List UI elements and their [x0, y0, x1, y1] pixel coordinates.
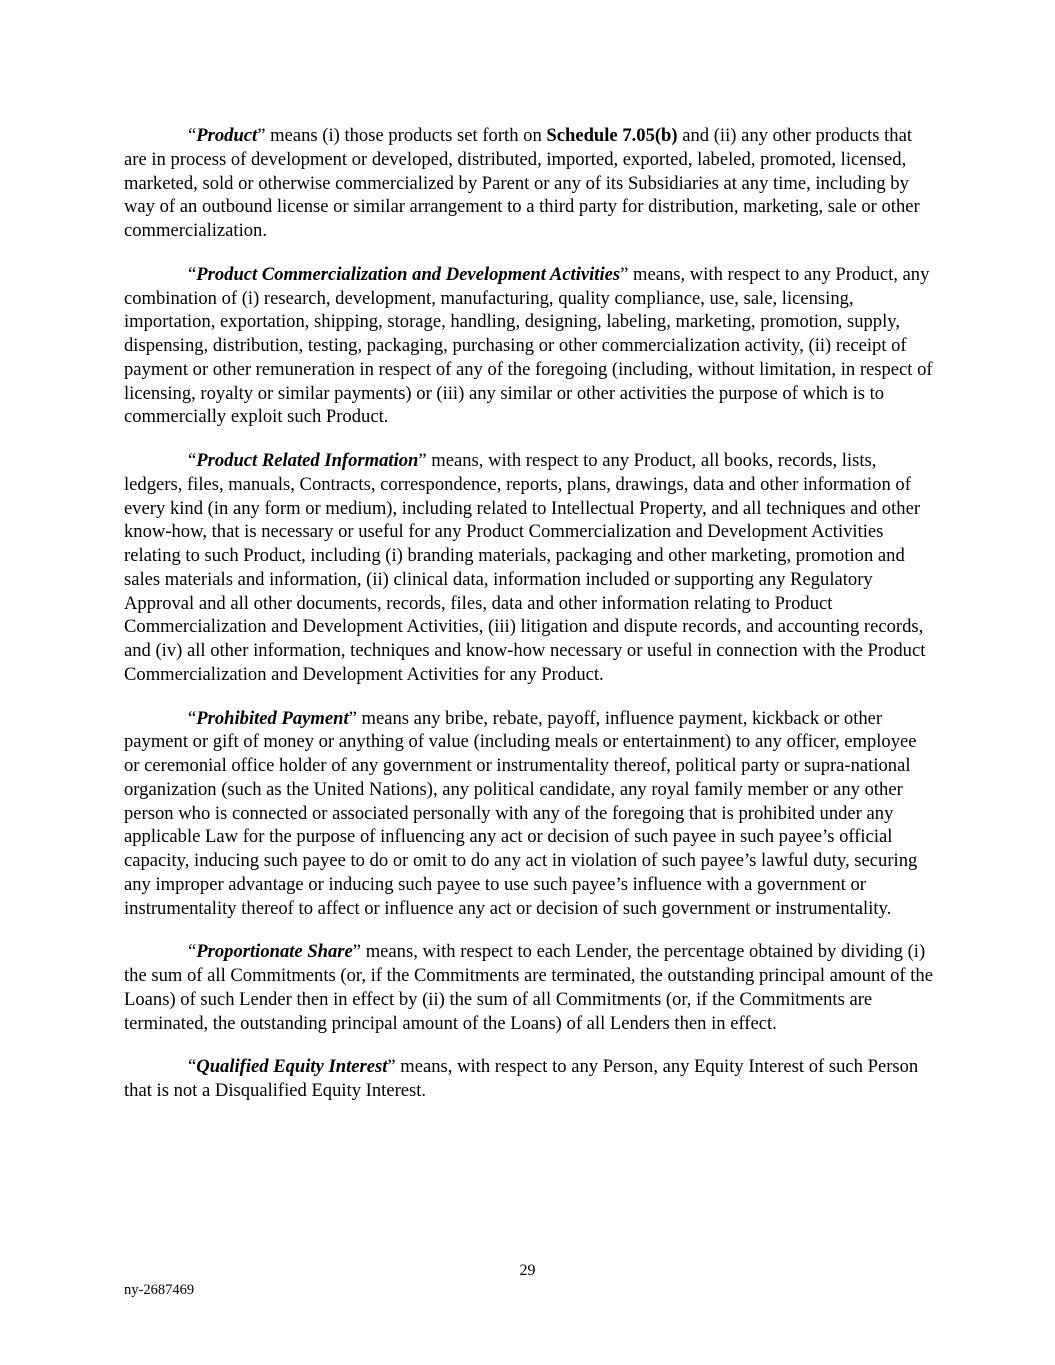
document-body: [124, 124, 934, 1123]
schedule-reference: Schedule 7.05(b): [546, 125, 678, 146]
definition-text: ” means, with respect to any Product, any combination of (i) research, development, manufacturing, quality compliance, use, sale, licensing, importation, exportation, shipping, storage, handling, designing, labeling, marketing, promotion, supply, dispensing, distribution, testing, packaging, purchasing or other commercialization activity, (ii) receipt of payment or other remuneration in respect of any of the foregoing (including, without limitation, in respect of licensing, royalty or similar payments) or (iii) any similar or other activities the purpose of which is to commercially exploit such Product.: [124, 263, 933, 428]
definition-qualified-equity-interest: [124, 1055, 934, 1103]
definition-product-commercialization: [124, 263, 934, 429]
definition-text: ” means (i) those products set forth on: [257, 125, 547, 146]
open-quote: “: [188, 941, 197, 963]
defined-term: Qualified Equity Interest: [196, 1056, 388, 1078]
defined-term: Proportionate Share: [196, 941, 353, 963]
page-number: 29: [519, 1262, 536, 1279]
definition-text: ” means, with respect to any Product, all books, records, lists, ledgers, files, manuals, Contracts, correspondence, reports, plans, drawings, data and other information of every kind (in any form or medium), including related to Intellectual Property, and all techniques and other know-how, that is necessary or useful for any Product Commercialization and Development Activities relating to such Product, including (i) branding materials, packaging and other marketing, promotion and sales materials and information, (ii) clinical data, information included or supporting any Regulatory Approval and all other documents, records, files, data and other information relating to Product Commercialization and Development Activities, (iii) litigation and dispute records, and accounting records, and (iv) all other information, techniques and know-how necessary or useful in connection with the Product Commercialization and Development Activities for any Product.: [124, 450, 926, 685]
open-quote: “: [188, 263, 197, 285]
open-quote: “: [188, 707, 197, 729]
definition-prohibited-payment: [124, 707, 934, 921]
defined-term: Product Related Information: [196, 450, 419, 471]
open-quote: “: [188, 1056, 197, 1078]
definition-text: ” means, with respect to any Person, any Equity Interest of such Person that is not a Disqualified Equity Interest.: [124, 1056, 919, 1101]
document-id: ny-2687469: [124, 1282, 195, 1298]
definition-text: ” means, with respect to each Lender, the percentage obtained by dividing (i) the sum of all Commitments (or, if the Commitments are terminated, the outstanding principal amount of the Loans) of such Lender then in effect by (ii) the sum of all Commitments (or, if the Commitments are terminated, the outstanding principal amount of the Loans) of all Lenders then in effect.: [124, 941, 933, 1034]
defined-term: Product Commercialization and Development Activities: [196, 263, 621, 285]
open-quote: “: [188, 450, 197, 471]
definition-text: and (ii) any other products that are in process of development or developed, distributed, imported, exported, labeled, promoted, licensed, marketed, sold or otherwise commercialized by Parent or any of its Subsidiaries at any time, including by way of an outbound license or similar arrangement to a third party for distribution, marketing, sale or other commercialization.: [124, 125, 920, 241]
definition-text: ” means any bribe, rebate, payoff, influence payment, kickback or other payment or gift of money or anything of value (including meals or entertainment) to any officer, employee or ceremonial office holder of any government or instrumentality thereof, political party or supra-national organization (such as the United Nations), any political candidate, any royal family member or any other person who is connected or associated personally with any of the foregoing that is prohibited under any applicable Law for the purpose of influencing any act or decision of such payee in such payee’s official capacity, inducing such payee to do or omit to do any act in violation of such payee’s lawful duty, securing any improper advantage or inducing such payee to use such payee’s influence with a government or instrumentality thereof to affect or influence any act or decision of such government or instrumentality.: [124, 707, 918, 919]
definition-product: [124, 124, 934, 243]
definition-product-related-information: [124, 449, 934, 687]
definition-proportionate-share: [124, 940, 934, 1035]
open-quote: “: [188, 125, 197, 146]
defined-term: Product: [196, 125, 258, 146]
defined-term: Prohibited Payment: [196, 707, 349, 729]
